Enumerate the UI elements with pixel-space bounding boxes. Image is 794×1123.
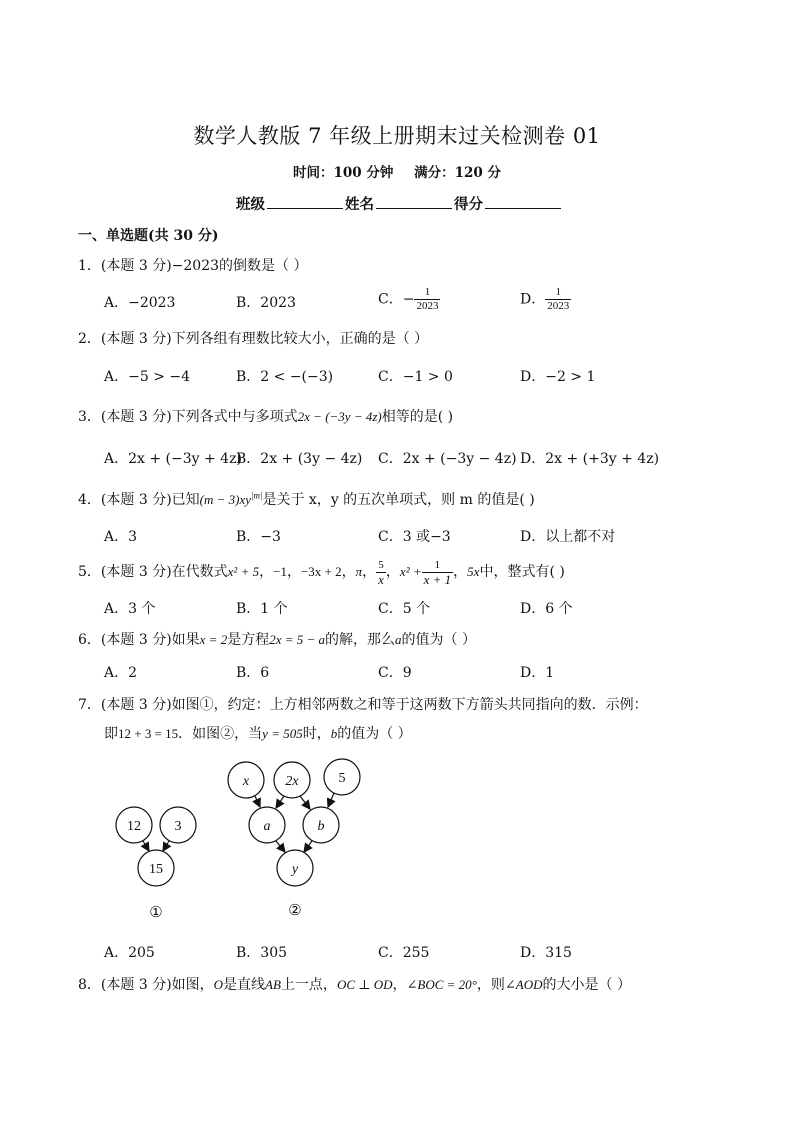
node-label: 15 — [149, 862, 163, 877]
q3-option-c[interactable]: C．2x + (−3y − 4z) — [378, 451, 517, 467]
question-stem-end: 相等的是( ) — [381, 409, 454, 425]
math-expression: π — [355, 564, 363, 579]
q7-option-b[interactable]: B．305 — [236, 945, 288, 961]
question-stem: ， — [392, 977, 407, 993]
arrow — [328, 793, 334, 807]
figure-caption: ② — [288, 903, 302, 919]
question-stem: 时， — [302, 726, 331, 742]
time-limit: 时间：100 分钟 — [293, 165, 394, 181]
math-expression: a — [395, 632, 402, 647]
question-stem: (本题 3 分)下列各式中与多项式 — [100, 409, 298, 425]
full-score: 满分：120 分 — [414, 165, 501, 181]
class-label: 班级 — [236, 196, 265, 213]
question-stem: (本题 3 分)−2023的倒数是（ ） — [100, 258, 308, 274]
question-stem: ，则 — [476, 977, 505, 993]
question-stem: (本题 3 分)如果 — [100, 632, 200, 648]
question-stem-end: 的值为（ ） — [401, 632, 476, 648]
question-number: 7． — [78, 697, 101, 713]
question-stem: (本题 3 分)在代数式 — [100, 564, 228, 580]
question-7 — [78, 694, 648, 714]
question-stem-end: 的值为（ ） — [337, 726, 412, 742]
fraction-denominator: x — [378, 571, 384, 587]
q1-option-c[interactable] — [378, 286, 440, 313]
node-label: x — [242, 774, 250, 789]
q2-option-c[interactable]: C．−1 > 0 — [378, 369, 453, 385]
score-blank[interactable] — [485, 194, 561, 209]
question-2 — [78, 328, 428, 348]
math-expression: −3x + 2 — [300, 564, 342, 579]
fraction-numerator: 1 — [434, 558, 441, 571]
math-expression: ∠BOC = 20° — [406, 977, 477, 992]
q7-option-a[interactable]: A．205 — [104, 945, 155, 961]
question-1 — [78, 255, 307, 275]
figure-caption: ① — [149, 905, 163, 921]
question-stem: 是直线 — [223, 977, 266, 993]
question-stem-end: 中，整式有( ) — [479, 564, 565, 580]
q5-option-a[interactable]: A．3 个 — [104, 601, 156, 617]
name-label: 姓名 — [345, 196, 374, 213]
fraction-numerator: 5 — [378, 558, 384, 571]
arrow — [304, 841, 312, 852]
q4-option-d[interactable]: D．以上都不对 — [520, 529, 616, 545]
math-expression: (m − 3)xy — [199, 492, 252, 507]
question-6 — [78, 629, 476, 649]
q2-option-a[interactable]: A．−5 > −4 — [104, 369, 191, 385]
node-label: a — [263, 819, 271, 834]
math-expression: AB — [265, 977, 281, 992]
arrow — [300, 796, 310, 809]
fraction-numerator: 1 — [555, 286, 561, 298]
question-stem-end: 是关于 x，y 的五次单项式，则 m 的值是( ) — [262, 492, 535, 508]
q1-option-a[interactable]: A．−2023 — [104, 295, 176, 311]
q5-option-b[interactable]: B．1 个 — [236, 601, 288, 617]
q1-option-d[interactable] — [520, 286, 571, 313]
section-heading: 一、单选题(共 30 分) — [78, 228, 219, 244]
q1-option-b[interactable]: B．2023 — [236, 295, 296, 311]
question-stem-end: 的大小是（ ） — [542, 977, 631, 993]
math-expression: x² + — [399, 564, 422, 579]
math-expression: 12 + 3 = 15 — [118, 726, 179, 741]
math-expression: 2x = 5 − a — [269, 632, 326, 647]
question-stem: (本题 3 分)如图， — [100, 977, 214, 993]
question-8 — [78, 974, 631, 994]
student-info — [236, 193, 563, 214]
class-blank[interactable] — [267, 194, 343, 209]
question-stem: ．如图②，当 — [178, 726, 263, 742]
question-stem: 上一点， — [280, 977, 337, 993]
math-expression: OC ⊥ OD — [336, 977, 393, 992]
question-3 — [78, 406, 453, 426]
q3-option-b[interactable]: B．2x + (3y − 4z) — [236, 451, 363, 467]
fraction-denominator: x + 1 — [423, 571, 452, 587]
fraction — [376, 559, 386, 586]
question-stem: (本题 3 分)已知 — [100, 492, 200, 508]
q2-option-b[interactable]: B．2 < −(−3) — [236, 369, 334, 385]
math-expression: O — [213, 977, 224, 992]
q7-option-d[interactable]: D．315 — [520, 945, 572, 961]
question-number: 3． — [78, 409, 101, 425]
node-label: y — [291, 862, 299, 877]
question-number: 6． — [78, 632, 101, 648]
fraction — [545, 286, 571, 313]
question-stem: (本题 3 分)下列各组有理数比较大小，正确的是（ ） — [100, 331, 429, 347]
question-7-line-2 — [104, 723, 412, 743]
question-number: 5． — [78, 564, 101, 580]
math-expression: 5x — [467, 564, 480, 579]
q7-option-c[interactable]: C．255 — [378, 945, 430, 961]
q4-option-a[interactable]: A．3 — [104, 529, 138, 545]
question-stem: 即 — [104, 726, 118, 742]
fraction — [422, 559, 454, 586]
question-stem: 的解，那么 — [325, 632, 396, 648]
fraction-denominator: 2023 — [547, 300, 570, 312]
q2-option-d[interactable]: D．−2 > 1 — [520, 369, 596, 385]
q6-option-c[interactable]: C．9 — [378, 665, 412, 681]
exam-subtitle — [0, 161, 794, 181]
node-label: 3 — [174, 819, 182, 834]
math-expression: −1 — [273, 564, 287, 579]
node-label: b — [317, 819, 325, 834]
node-label: 2x — [285, 774, 299, 789]
score-label: 得分 — [454, 196, 483, 213]
question-number: 2． — [78, 331, 101, 347]
question-number: 4． — [78, 492, 101, 508]
question-4 — [78, 489, 535, 509]
q3-option-d[interactable]: D．2x + (+3y + 4z) — [520, 451, 660, 467]
fraction-denominator: 2023 — [416, 300, 439, 312]
q6-option-a[interactable]: A．2 — [104, 665, 138, 681]
q5-option-d[interactable]: D．6 个 — [520, 601, 573, 617]
math-expression: x = 2 — [199, 632, 228, 647]
arrow — [276, 841, 285, 852]
question-number: 8． — [78, 977, 101, 993]
name-blank[interactable] — [376, 194, 452, 209]
question-stem: (本题 3 分)如图①，约定：上方相邻两数之和等于这两数下方箭头共同指向的数．示例： — [100, 697, 648, 713]
question-5: 5．(本题 3 分)在代数式x² + 5，−1，−3x + 2，π， $\frac{5}{x}$ ，x² + $\frac{1}{x + 1}$ ，5x中，整式有( ) — [78, 558, 565, 587]
arrow — [163, 841, 169, 851]
math-expression: ∠AOD — [504, 977, 543, 992]
math-expression: x² + 5 — [227, 564, 260, 579]
arrow — [255, 796, 260, 807]
q4-option-c[interactable]: C．3 或−3 — [378, 529, 451, 545]
q6-option-b[interactable]: B．6 — [236, 665, 270, 681]
math-expression: b — [330, 726, 338, 741]
arrow — [143, 841, 149, 851]
node-label: 12 — [127, 819, 141, 834]
math-expression: y = 505 — [262, 726, 303, 741]
q6-option-d[interactable]: D．1 — [520, 665, 555, 681]
exponent: |m| — [251, 490, 263, 501]
fraction — [414, 286, 440, 313]
fraction-numerator: 1 — [424, 286, 431, 298]
option-label: C．− — [378, 291, 415, 308]
figure-diagrams — [100, 755, 380, 925]
q4-option-b[interactable]: B．−3 — [236, 529, 281, 545]
q3-option-a[interactable]: A．2x + (−3y + 4z) — [104, 451, 242, 467]
arrow — [276, 796, 284, 808]
question-stem: 是方程 — [227, 632, 270, 648]
page-title: 数学人教版 7 年级上册期末过关检测卷 01 — [193, 124, 601, 148]
math-expression: 2x − (−3y − 4z) — [297, 409, 382, 424]
node-label: 5 — [338, 771, 346, 786]
option-label: D． — [520, 291, 546, 308]
q5-option-c[interactable]: C．5 个 — [378, 601, 431, 617]
question-number: 1． — [78, 258, 101, 274]
